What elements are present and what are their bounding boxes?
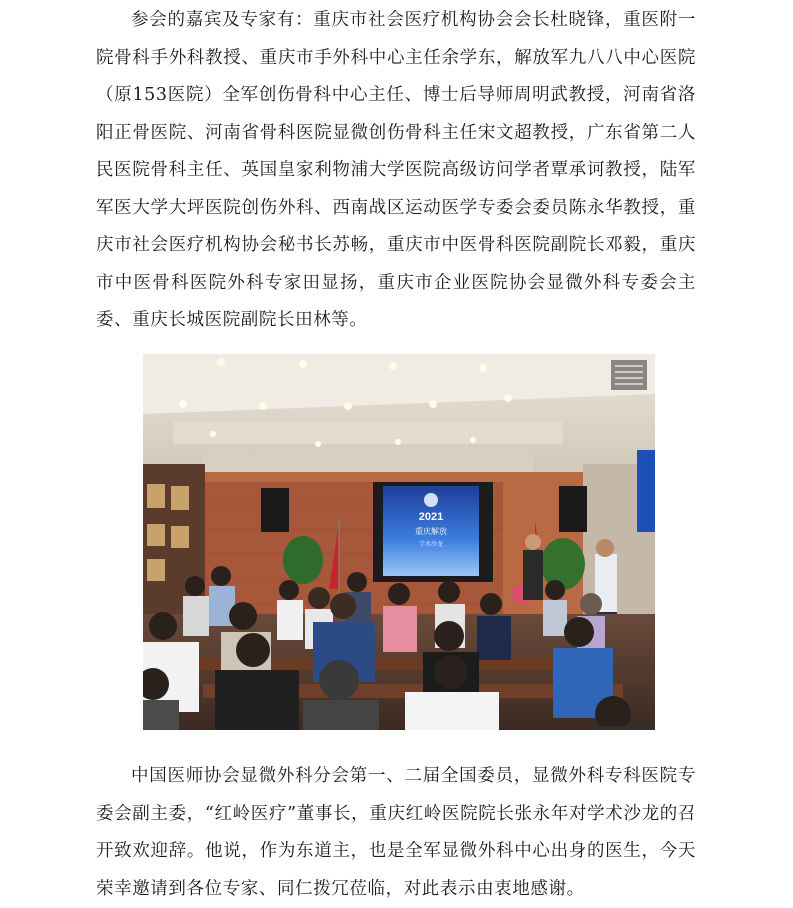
screen-title-text: 重庆解放	[415, 527, 447, 536]
conference-photo	[143, 354, 655, 730]
screen-year-text: 2021	[418, 511, 444, 523]
article-paragraph-guests: 参会的嘉宾及专家有：重庆市社会医疗机构协会会长杜晓锋，重医附一院骨科手外科教授、重庆市手外科中心主任余学东，解放军九八八中心医院（原153医院）全军创伤骨科中心主任、博士后导师周明武教授，河南省洛阳正骨医院、河南省骨科医院显微创伤骨科主任宋文超教授，广东省第二人民医院骨科主任、英国皇家利物浦大学医院高级访问学者覃承诃教授，陆军军医大学大坪医院创伤外科、西南战区运动医学专委会委员陈永华教授，重庆市社会医疗机构协会秘书长苏畅，重庆市中医骨科医院副院长邓毅，重庆市中医骨科医院外科专家田显扬，重庆市企业医院协会显微外科专委会主委、重庆长城医院副院长田林等。	[96, 10, 696, 330]
screen-subtitle-text: 学术沙龙	[418, 541, 444, 548]
article-paragraph-welcome: 中国医师协会显微外科分会第一、二届全国委员，显微外科专科医院专委会副主委，“红岭医疗”董事长，重庆红岭医院院长张永年对学术沙龙的召开致欢迎辞。他说，作为东道主，也是全军显微外科中心出身的医生，今天荣幸邀请到各位专家、同仁拨冗莅临，对此表示由衷地感谢。	[96, 766, 696, 899]
